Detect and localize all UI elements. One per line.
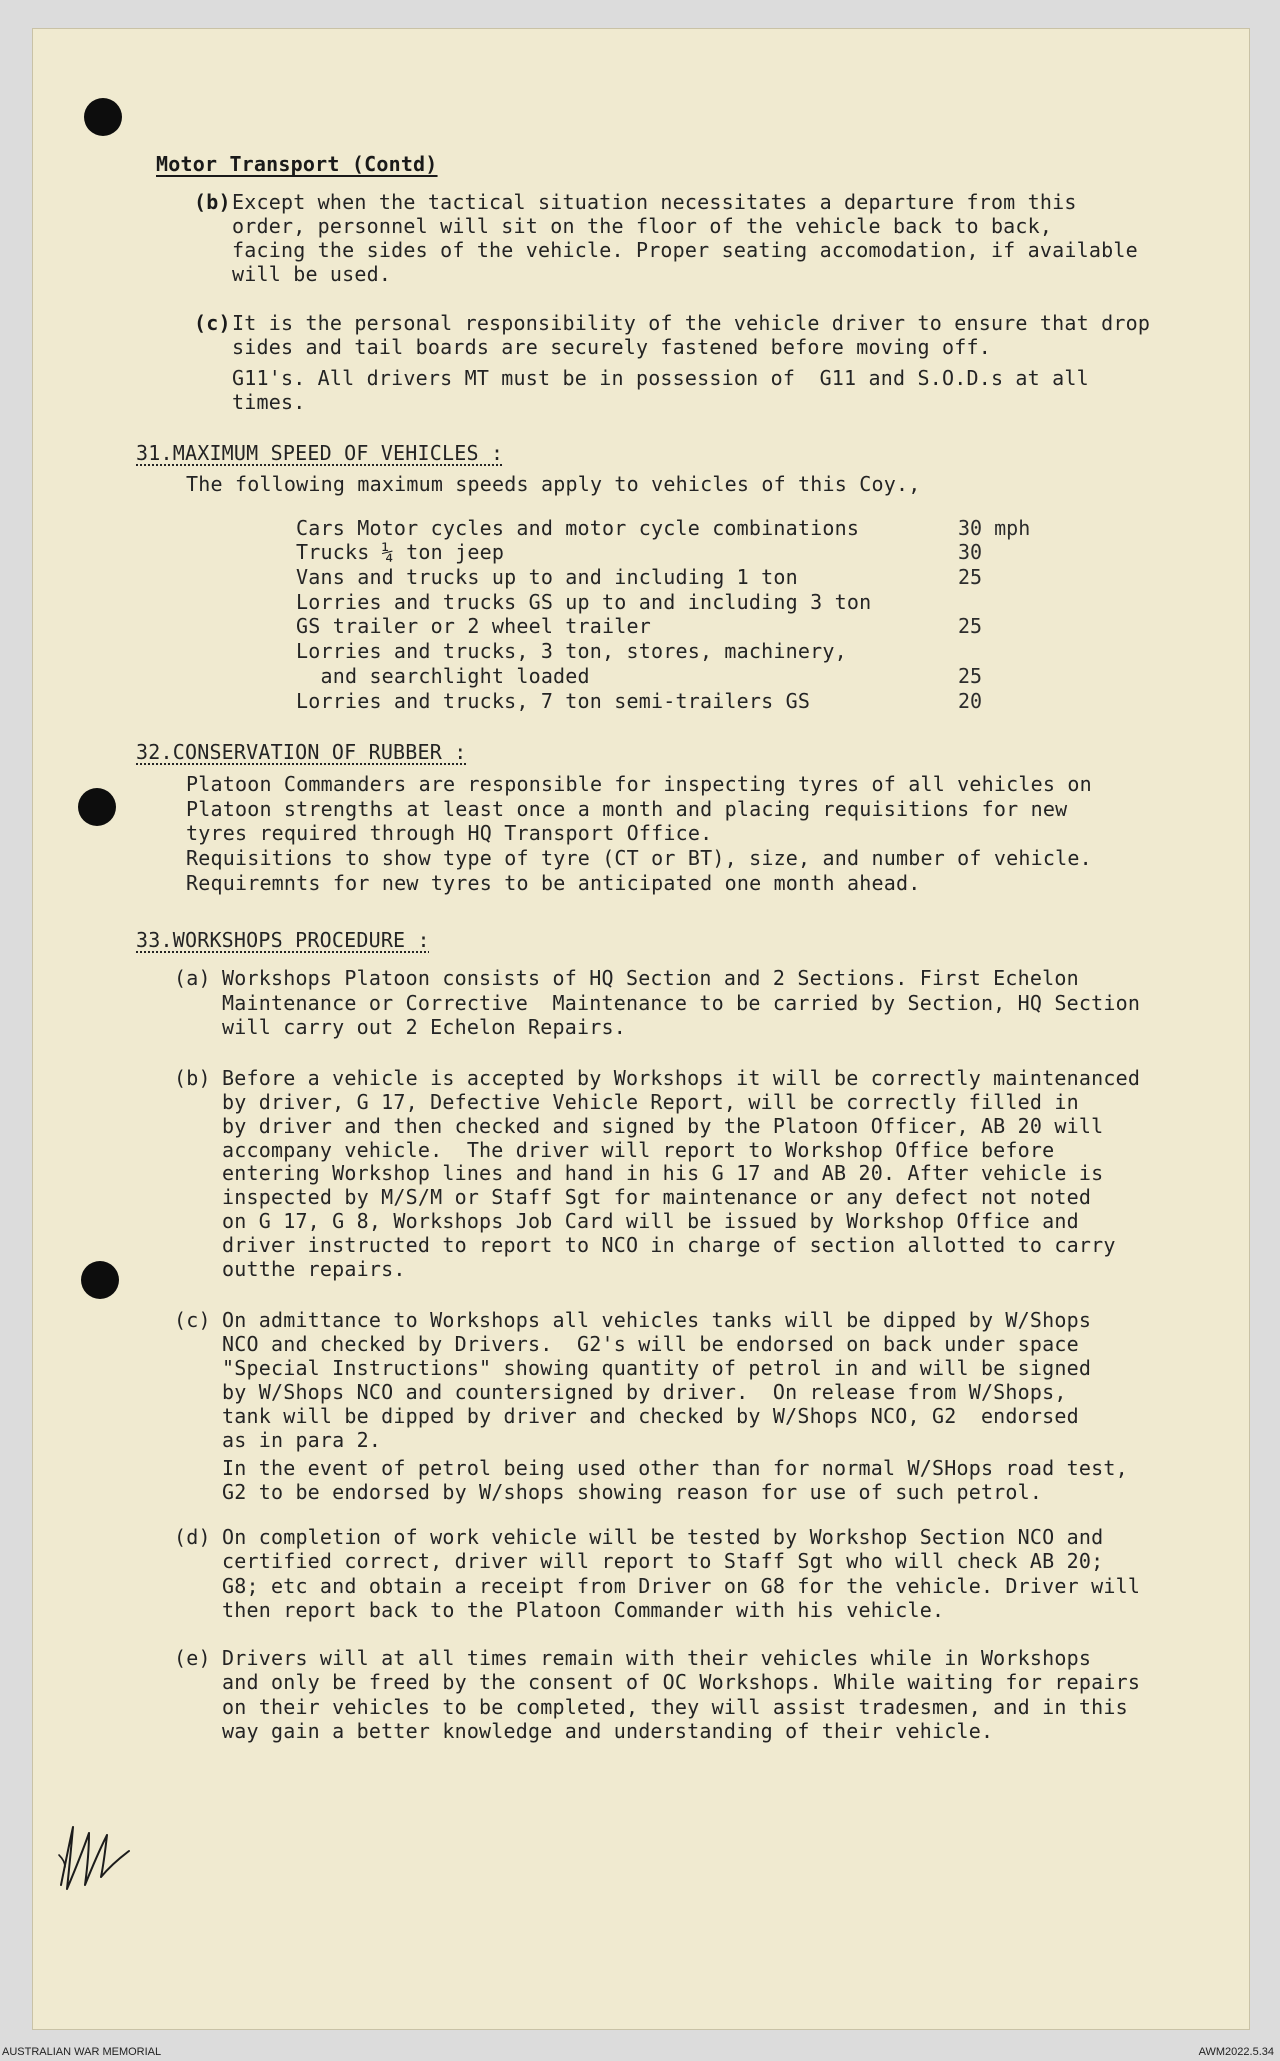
paragraph-line: way gain a better knowledge and understanding of their vehicle. xyxy=(222,1719,994,1743)
paragraph-line: by driver and then checked and signed by the Platoon Officer, AB 20 will xyxy=(222,1114,1104,1138)
paragraph-line: by W/Shops NCO and countersigned by driver. On release from W/Shops, xyxy=(222,1380,1067,1404)
speed-row-label: Lorries and trucks GS up to and including 3 ton xyxy=(296,590,872,614)
speed-row-value: 25 xyxy=(958,565,983,589)
paragraph-line: Before a vehicle is accepted by Workshops it will be correctly maintenanced xyxy=(222,1066,1141,1090)
paragraph-line: then report back to the Platoon Commander with his vehicle. xyxy=(222,1598,945,1622)
paragraph-line: inspected by M/S/M or Staff Sgt for maintenance or any defect not noted xyxy=(222,1185,1092,1209)
section-heading: 32.CONSERVATION OF RUBBER : xyxy=(136,740,467,764)
item-label: (b) xyxy=(194,190,231,214)
speed-row-label: Trucks ¼ ton jeep xyxy=(296,540,505,564)
speed-row-label: Lorries and trucks, 7 ton semi-trailers GS xyxy=(296,689,811,713)
paragraph-line: G8; etc and obtain a receipt from Driver on G8 for the vehicle. Driver will xyxy=(222,1574,1141,1598)
punch-hole xyxy=(81,1261,119,1299)
speed-row-label: and searchlight loaded xyxy=(296,664,590,688)
speed-row-value: 25 xyxy=(958,664,983,688)
item-label: (b) xyxy=(174,1066,211,1090)
page-title: Motor Transport (Contd) xyxy=(156,152,438,176)
paragraph-line: driver instructed to report to NCO in charge of section allotted to carry xyxy=(222,1233,1116,1257)
speed-row-label: Vans and trucks up to and including 1 ton xyxy=(296,565,798,589)
paragraph-line: G2 to be endorsed by W/shops showing reason for use of such petrol. xyxy=(222,1480,1043,1504)
paragraph-line: order, personnel will sit on the floor of the vehicle back to back, xyxy=(232,214,1053,238)
item-label: (c) xyxy=(194,311,231,335)
punch-hole xyxy=(84,98,122,136)
paragraph-line: outthe repairs. xyxy=(222,1257,406,1281)
paragraph-line: will carry out 2 Echelon Repairs. xyxy=(222,1015,626,1039)
paragraph-line: G11's. All drivers MT must be in possession of G11 and S.O.D.s at all xyxy=(232,366,1089,390)
handwritten-signature xyxy=(55,1815,140,1895)
item-label: (c) xyxy=(174,1308,211,1332)
paragraph-line: On admittance to Workshops all vehicles tanks will be dipped by W/Shops xyxy=(222,1308,1092,1332)
speed-row-value: 25 xyxy=(958,614,983,638)
paragraph-line: facing the sides of the vehicle. Proper seating accomodation, if available xyxy=(232,238,1138,262)
item-label: (a) xyxy=(174,966,211,990)
paragraph-line: on G 17, G 8, Workshops Job Card will be issued by Workshop Office and xyxy=(222,1209,1079,1233)
footer-reference: AWM2022.5.34 xyxy=(1198,2046,1274,2058)
item-label: (e) xyxy=(174,1646,211,1670)
speed-row-value: 20 xyxy=(958,689,983,713)
paragraph-line: Requisitions to show type of tyre (CT or BT), size, and number of vehicle. xyxy=(186,846,1092,870)
paragraph-line: Maintenance or Corrective Maintenance to be carried by Section, HQ Section xyxy=(222,991,1141,1015)
paragraph-line: and only be freed by the consent of OC Workshops. While waiting for repairs xyxy=(222,1670,1141,1694)
section-intro: The following maximum speeds apply to vehicles of this Coy., xyxy=(186,472,921,496)
paragraph-line: It is the personal responsibility of the vehicle driver to ensure that drop xyxy=(232,311,1151,335)
paragraph-line: Except when the tactical situation necessitates a departure from this xyxy=(232,190,1077,214)
paragraph-line: In the event of petrol being used other than for normal W/SHops road test, xyxy=(222,1456,1128,1480)
paragraph-line: tyres required through HQ Transport Office. xyxy=(186,821,713,845)
paragraph-line: times. xyxy=(232,390,306,414)
speed-row-label: Cars Motor cycles and motor cycle combinations xyxy=(296,516,860,540)
paragraph-line: Platoon Commanders are responsible for inspecting tyres of all vehicles on xyxy=(186,772,1092,796)
paragraph-line: Drivers will at all times remain with their vehicles while in Workshops xyxy=(222,1646,1092,1670)
paragraph-line: sides and tail boards are securely fastened before moving off. xyxy=(232,335,991,359)
footer-source: AUSTRALIAN WAR MEMORIAL xyxy=(2,2046,162,2058)
paragraph-line: On completion of work vehicle will be tested by Workshop Section NCO and xyxy=(222,1525,1104,1549)
paragraph-line: Platoon strengths at least once a month and placing requisitions for new xyxy=(186,797,1068,821)
paragraph-line: tank will be dipped by driver and checked by W/Shops NCO, G2 endorsed xyxy=(222,1404,1079,1428)
punch-hole xyxy=(78,788,116,826)
paragraph-line: NCO and checked by Drivers. G2's will be endorsed on back under space xyxy=(222,1332,1079,1356)
paragraph-line: as in para 2. xyxy=(222,1428,382,1452)
paragraph-line: by driver, G 17, Defective Vehicle Report, will be correctly filled in xyxy=(222,1090,1079,1114)
paragraph-line: certified correct, driver will report to Staff Sgt who will check AB 20; xyxy=(222,1549,1104,1573)
paragraph-line: "Special Instructions" showing quantity of petrol in and will be signed xyxy=(222,1356,1092,1380)
paragraph-line: Requiremnts for new tyres to be anticipated one month ahead. xyxy=(186,871,921,895)
paragraph-line: entering Workshop lines and hand in his G 17 and AB 20. After vehicle is xyxy=(222,1161,1104,1185)
paragraph-line: will be used. xyxy=(232,262,392,286)
paragraph-line: accompany vehicle. The driver will report to Workshop Office before xyxy=(222,1138,1055,1162)
speed-row-value: 30 xyxy=(958,540,983,564)
section-heading: 31.MAXIMUM SPEED OF VEHICLES : xyxy=(136,441,504,465)
item-label: (d) xyxy=(174,1525,211,1549)
speed-row-value: 30 mph xyxy=(958,516,1031,540)
speed-row-label: GS trailer or 2 wheel trailer xyxy=(296,614,651,638)
section-heading: 33.WORKSHOPS PROCEDURE : xyxy=(136,928,430,952)
speed-row-label: Lorries and trucks, 3 ton, stores, machinery, xyxy=(296,639,847,663)
paragraph-line: on their vehicles to be completed, they will assist tradesmen, and in this xyxy=(222,1695,1128,1719)
paragraph-line: Workshops Platoon consists of HQ Section and 2 Sections. First Echelon xyxy=(222,966,1079,990)
